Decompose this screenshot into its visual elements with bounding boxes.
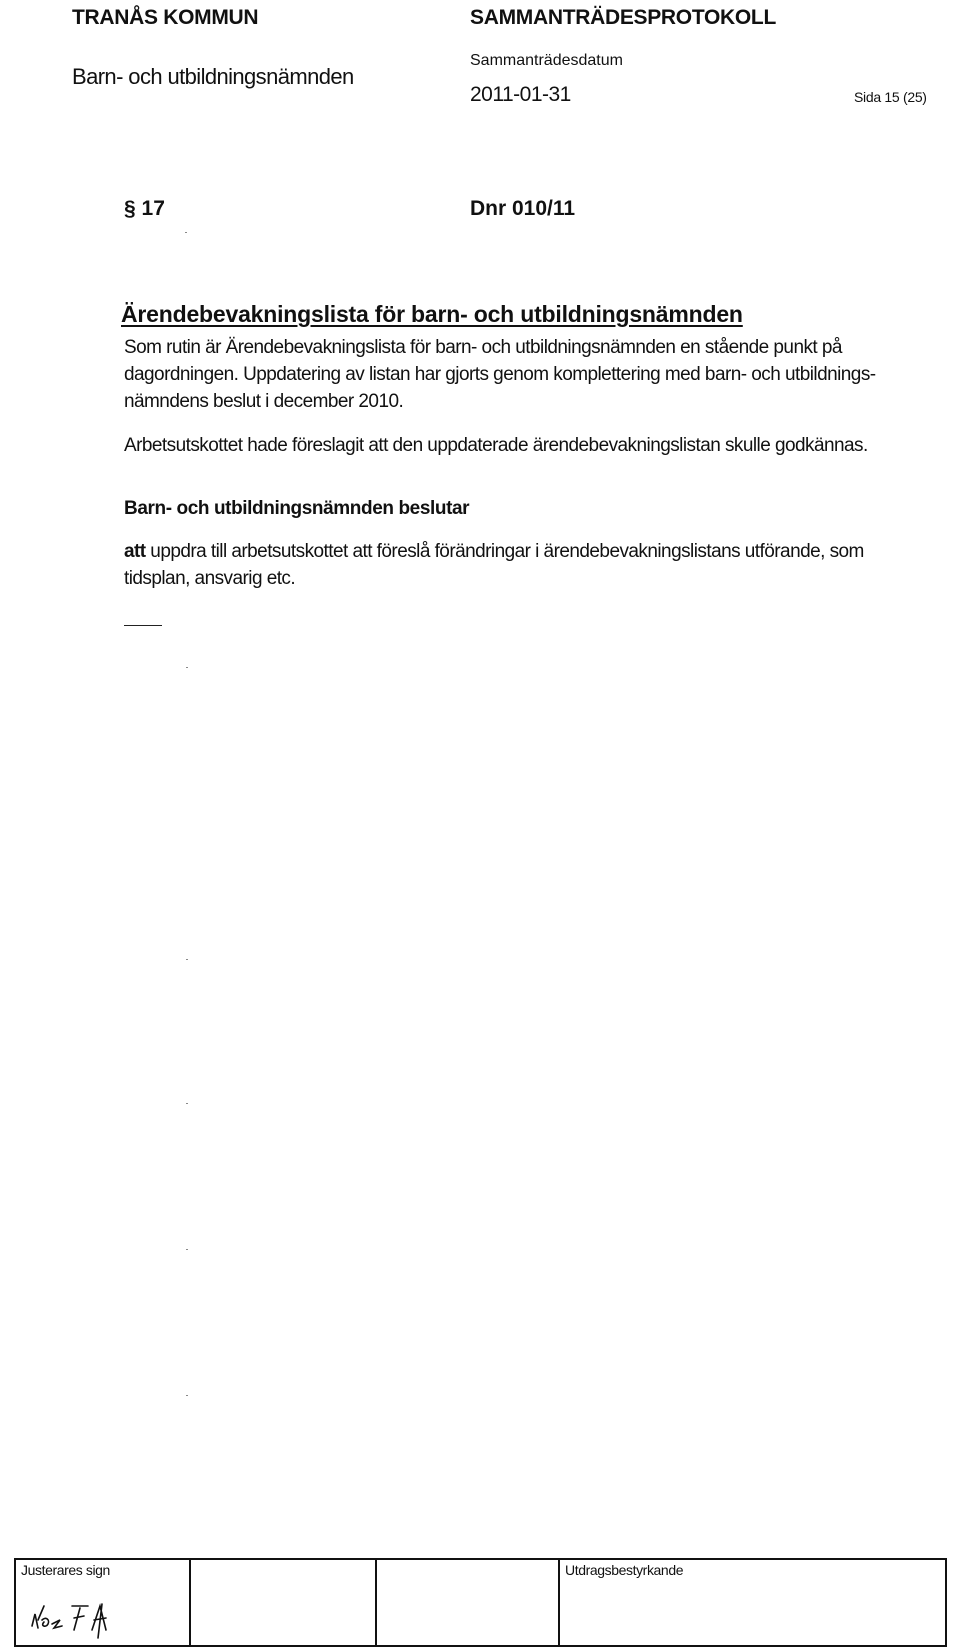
meeting-date-label: Sammanträdesdatum <box>470 52 623 69</box>
section-heading: Ärendebevakningslista för barn- och utbildningsnämnden <box>121 301 743 327</box>
scan-speck <box>185 232 187 233</box>
handwritten-signature <box>26 1586 122 1644</box>
decision-att-keyword: att <box>124 541 146 562</box>
footer-cell-3 <box>377 1560 560 1645</box>
footer-cell-utdragsbestyrkande <box>560 1560 945 1645</box>
scan-speck <box>186 1249 188 1250</box>
organization-name: TRANÅS KOMMUN <box>72 6 259 29</box>
body-paragraph-1: Som rutin är Ärendebevakningslista för barn- och utbildningsnämnden en stående punkt på dagordningen. Uppdatering av listan har gjorts genom komplettering med barn- och utbildnings-nämndens beslut i december 2010. <box>124 337 876 412</box>
end-of-section-rule <box>124 625 162 626</box>
document-type: SAMMANTRÄDESPROTOKOLL <box>470 6 776 29</box>
decision-paragraph <box>124 538 914 592</box>
justerares-sign-label: Justerares sign <box>21 1562 110 1578</box>
decision-text: uppdra till arbetsutskottet att föreslå förändringar i ärendebevakningslistans utförande, som tidsplan, ansvarig etc. <box>124 541 864 589</box>
footer-cell-2 <box>191 1560 377 1645</box>
body-paragraph-2: Arbetsutskottet hade föreslagit att den uppdaterade ärendebevakningslistan skulle godkännas. <box>124 435 868 456</box>
scan-speck <box>186 1395 188 1396</box>
scan-speck <box>186 1103 188 1104</box>
board-name: Barn- och utbildningsnämnden <box>72 64 354 89</box>
utdragsbestyrkande-label: Utdragsbestyrkande <box>565 1562 684 1578</box>
scan-speck <box>186 667 188 668</box>
footer-signature-table <box>14 1558 947 1647</box>
page-number: Sida 15 (25) <box>854 89 927 105</box>
footer-cell-justerares-sign <box>16 1560 191 1645</box>
meeting-date: 2011-01-31 <box>470 83 571 106</box>
diary-number: Dnr 010/11 <box>470 197 576 220</box>
paragraph-number: § 17 <box>124 197 165 220</box>
scan-speck <box>186 959 188 960</box>
decision-heading: Barn- och utbildningsnämnden beslutar <box>124 498 470 519</box>
